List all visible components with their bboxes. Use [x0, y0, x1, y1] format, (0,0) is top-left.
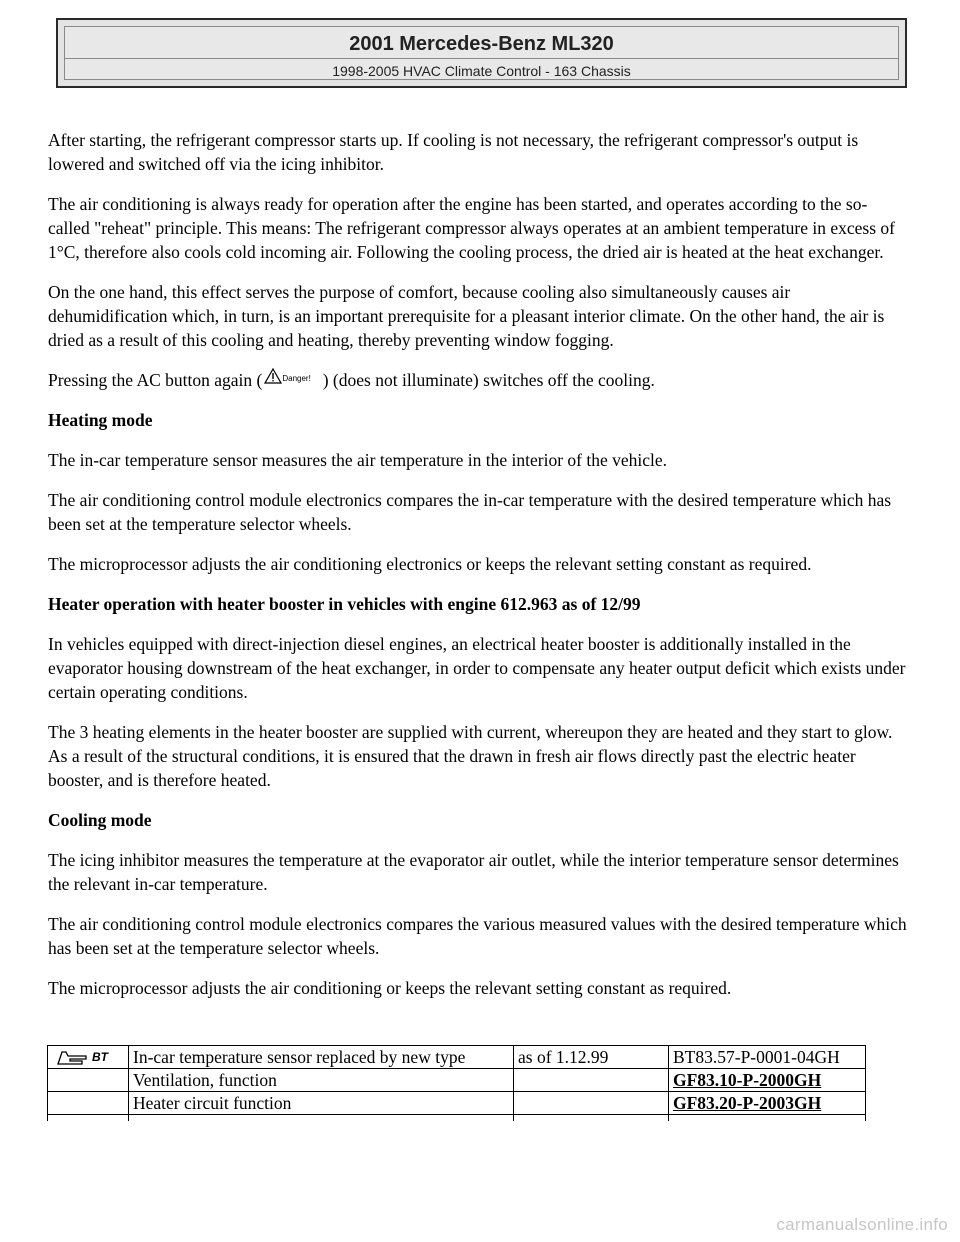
row-icon-cell	[48, 1069, 129, 1092]
paragraph-comfort: On the one hand, this effect serves the purpose of comfort, because cooling also simultaneously causes air dehumidification which, in turn, is an important prerequisite for a pleasant interior climate. On the other hand, the air is dried as a result of this cooling and heating, thereby preventing window fogging.	[48, 282, 885, 350]
header-subtitle: 1998-2005 HVAC Climate Control - 163 Chassis	[332, 63, 631, 79]
paragraph-reheat-principle: The air conditioning is always ready for operation after the engine has been started, and operates according to the so-called "reheat" principle. This means: The refrigerant compressor always operates at an ambient temperature in excess of 1°C, therefore also cools cold incoming air. Following the cooling process, the dried air is heated at the heat exchanger.	[48, 194, 895, 262]
paragraph-compressor-start: After starting, the refrigerant compressor starts up. If cooling is not necessary, the refrigerant compressor's output is lowered and switched off via the icing inhibitor.	[48, 130, 859, 174]
danger-icon-label: Danger!	[282, 374, 311, 383]
header-frame	[64, 26, 899, 80]
row-description: Ventilation, function	[129, 1069, 514, 1092]
reference-table	[47, 1045, 866, 1121]
empty-cell	[669, 1115, 866, 1122]
paragraph-incar-sensor: The in-car temperature sensor measures the air temperature in the interior of the vehicle.	[48, 450, 668, 470]
header-title: 2001 Mercedes-Benz ML320	[349, 33, 614, 55]
danger-icon	[262, 368, 318, 388]
document-body	[48, 128, 908, 1016]
heading-heating-mode: Heating mode	[48, 410, 153, 430]
watermark: carmanualsonline.info	[776, 1215, 948, 1234]
row-date: as of 1.12.99	[514, 1046, 669, 1069]
header-divider	[65, 58, 898, 59]
paragraph-diesel-booster: In vehicles equipped with direct-injection diesel engines, an electrical heater booster is additionally installed in the evaporator housing downstream of the heat exchanger, in order to compensate any heater output deficit which exists under certain operating conditions.	[48, 634, 906, 702]
paragraph-ac-button	[48, 368, 908, 392]
heading-cooling-mode: Cooling mode	[48, 810, 152, 830]
paragraph-microprocessor-heating: The microprocessor adjusts the air conditioning electronics or keeps the relevant setting constant as required.	[48, 554, 812, 574]
table-row	[48, 1046, 866, 1069]
bt-icon	[48, 1046, 129, 1069]
row-date	[514, 1069, 669, 1092]
table-row	[48, 1092, 866, 1115]
paragraph-heating-elements: The 3 heating elements in the heater booster are supplied with current, whereupon they are heated and they start to glow. As a result of the structural conditions, it is ensured that the drawn in fresh air flows directly past the electric heater booster, and is therefore heated.	[48, 722, 893, 790]
document-header	[56, 18, 907, 88]
link-ventilation-function[interactable]: GF83.10-P-2000GH	[673, 1069, 822, 1090]
ac-button-text-after: ) (does not illuminate) switches off the cooling.	[318, 370, 655, 390]
table-row-continuation	[48, 1115, 866, 1122]
table-row	[48, 1069, 866, 1092]
row-icon-cell	[48, 1092, 129, 1115]
heading-heater-booster: Heater operation with heater booster in vehicles with engine 612.963 as of 12/99	[48, 594, 641, 614]
paragraph-control-module-cooling: The air conditioning control module electronics compares the various measured values with the desired temperature which has been set at the temperature selector wheels.	[48, 914, 907, 958]
empty-cell	[48, 1115, 129, 1122]
svg-text:BT: BT	[92, 1050, 108, 1064]
row-code-cell	[669, 1092, 866, 1115]
paragraph-control-module-heating: The air conditioning control module electronics compares the in-car temperature with the desired temperature which has been set at the temperature selector wheels.	[48, 490, 892, 534]
row-code: BT83.57-P-0001-04GH	[669, 1046, 866, 1069]
ac-button-text-before: Pressing the AC button again (	[48, 370, 263, 390]
paragraph-icing-inhibitor: The icing inhibitor measures the temperature at the evaporator air outlet, while the interior temperature sensor determines the relevant in-car temperature.	[48, 850, 899, 894]
empty-cell	[514, 1115, 669, 1122]
link-heater-circuit-function[interactable]: GF83.20-P-2003GH	[673, 1092, 822, 1113]
row-description: In-car temperature sensor replaced by new type	[129, 1046, 514, 1069]
row-date	[514, 1092, 669, 1115]
row-code-cell	[669, 1069, 866, 1092]
row-description: Heater circuit function	[129, 1092, 514, 1115]
empty-cell	[129, 1115, 514, 1122]
paragraph-microprocessor-cooling: The microprocessor adjusts the air conditioning or keeps the relevant setting constant as required.	[48, 978, 732, 998]
